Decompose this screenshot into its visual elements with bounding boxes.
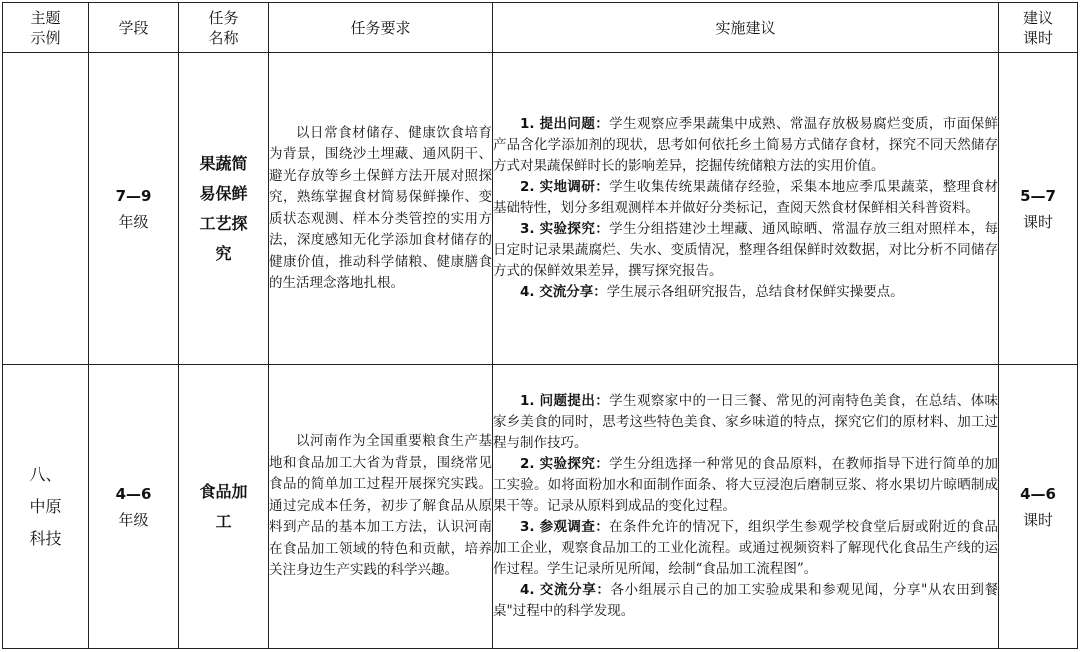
suggestion-step: 3. 参观调查：在条件允许的情况下，组织学生参观学校食堂后厨或附近的食品加工企业，观察食品加工的工业化流程。或通过视频资料了解现代化食品生产线的运作过程。学生记录所见所闻，绘制“食品加工流程图”。 [493, 519, 998, 577]
hours-cell: 4—6 课时 [999, 365, 1078, 649]
header-requirement: 任务要求 [269, 3, 493, 53]
suggestion-step: 4. 交流分享：学生展示各组研究报告，总结食材保鲜实操要点。 [520, 284, 904, 300]
suggestion-step: 4. 交流分享：各小组展示自己的加工实验成果和参观见闻，分享"从农田到餐桌"过程中的科学发现。 [493, 582, 998, 619]
suggestion-cell [493, 365, 999, 649]
theme-cell: 八、 中原 科技 [3, 365, 89, 649]
task-name-cell: 食品加 工 [179, 365, 269, 649]
suggestion-step: 1. 问题提出：学生观察家中的一日三餐、常见的河南特色美食，在总结、体味家乡美食的同时，思考这些特色美食、家乡味道的特点，探究它们的原材料、加工过程与制作技巧。 [493, 393, 998, 451]
requirement-text: 以日常食材储存、健康饮食培育为背景，围绕沙土埋藏、通风阴干、避光存放等乡土保鲜方法开展对照探究，熟练掌握食材简易保鲜操作、变质状态观测、样本分类管控的实用方法，深度感知无化学添加食材储存的健康价值，推动科学储粮、健康膳食的生活理念落地扎根。 [269, 124, 492, 291]
suggestion-step: 2. 实验探究：学生分组选择一种常见的食品原料，在教师指导下进行简单的加工实验。如将面粉加水和面制作面条、将大豆浸泡后磨制豆浆、将水果切片晾晒制成果干等。记录从原料到成品的变化过程。 [493, 456, 998, 514]
header-task-name: 任务 名称 [179, 3, 269, 53]
header-theme: 主题 示例 [3, 3, 89, 53]
requirement-cell [269, 365, 493, 649]
hours-cell: 5—7 课时 [999, 53, 1078, 365]
table-row [3, 365, 1078, 649]
suggestion-step: 2. 实地调研：学生收集传统果蔬储存经验，采集本地应季瓜果蔬菜，整理食材基础特性，划分多组观测样本并做好分类标记，查阅天然食材保鲜相关科普资料。 [493, 179, 998, 216]
header-row [3, 3, 1078, 53]
stage-cell: 4—6 年级 [89, 365, 179, 649]
stage-cell: 7—9 年级 [89, 53, 179, 365]
table-row [3, 53, 1078, 365]
requirement-cell [269, 53, 493, 365]
header-suggestion: 实施建议 [493, 3, 999, 53]
suggestion-cell [493, 53, 999, 365]
suggestion-step: 1. 提出问题：学生观察应季果蔬集中成熟、常温存放极易腐烂变质，市面保鲜产品含化学添加剂的现状，思考如何依托乡土简易方式储存食材，探究不同天然储存方式对果蔬保鲜时长的影响差异，挖掘传统储粮方法的实用价值。 [493, 116, 998, 174]
header-stage: 学段 [89, 3, 179, 53]
requirement-text: 以河南作为全国重要粮食生产基地和食品加工大省为背景，围绕常见食品的简单加工过程开展探究实践。通过完成本任务，初步了解食品从原料到产品的基本加工方法，认识河南在食品加工领域的特色和贡献，培养关注身边生产实践的科学兴趣。 [269, 433, 492, 579]
theme-cell [3, 53, 89, 365]
suggestion-step: 3. 实验探究：学生分组搭建沙土埋藏、通风晾晒、常温存放三组对照样本，每日定时记录果蔬腐烂、失水、变质情况，整理各组保鲜时效数据，对比分析不同储存方式的保鲜效果差异，撰写探究报告。 [493, 221, 998, 279]
curriculum-table [2, 2, 1078, 649]
header-hours: 建议 课时 [999, 3, 1078, 53]
task-name-cell: 果蔬简 易保鲜 工艺探 究 [179, 53, 269, 365]
